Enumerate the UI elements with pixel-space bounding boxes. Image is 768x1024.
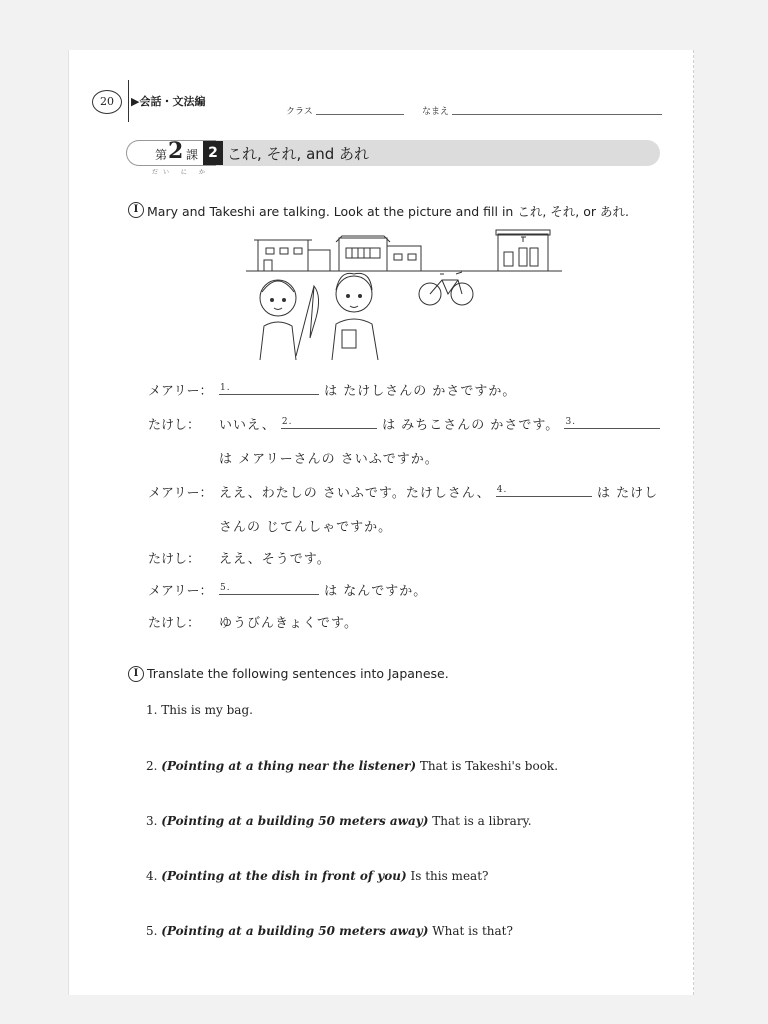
speaker-takeshi: たけし：	[148, 616, 201, 631]
class-label: クラス	[286, 107, 313, 117]
dialogue-line-7: 5. は なんですか。	[220, 583, 428, 599]
dialogue-line-3: は メアリーさんの さいふですか。	[219, 452, 439, 467]
lesson-number: 2	[168, 138, 184, 164]
lesson-ka: 課	[186, 148, 199, 162]
blank-5[interactable]: 5.	[219, 582, 319, 595]
dialogue-line-1: 1. は たけしさんの かさですか。	[220, 383, 517, 399]
speaker-takeshi: たけし：	[148, 418, 201, 433]
scene-illustration	[236, 226, 566, 366]
page-number: 20	[92, 90, 122, 114]
speaker-mary: メアリー：	[148, 486, 213, 501]
dialogue-line-8: ゆうびんきょくです。	[219, 616, 358, 631]
blank-4[interactable]: 4.	[496, 484, 592, 497]
section-label: ▶会話・文法編	[131, 95, 206, 108]
takeshi-figure	[332, 273, 378, 360]
exercise-2-marker: I	[128, 666, 144, 682]
blank-1[interactable]: 1.	[219, 382, 319, 395]
class-field[interactable]	[316, 114, 404, 115]
houses	[254, 236, 421, 271]
header-divider	[128, 80, 129, 122]
translate-item-5: 5. (Pointing at a building 50 meters away) What is that?	[146, 924, 513, 938]
speaker-mary: メアリー：	[148, 584, 213, 599]
translate-item-1: 1. This is my bag.	[146, 703, 253, 717]
speaker-takeshi: たけし：	[148, 552, 201, 567]
post-office	[496, 230, 550, 271]
name-label: なまえ	[422, 107, 450, 117]
lesson-dai: 第	[155, 148, 168, 162]
translate-item-3: 3. (Pointing at a building 50 meters away) That is a library.	[146, 814, 532, 828]
blank-2[interactable]: 2.	[281, 416, 377, 429]
translate-item-2: 2. (Pointing at a thing near the listener) That is Takeshi's book.	[146, 759, 559, 773]
blank-3[interactable]: 3.	[564, 416, 660, 429]
dialogue-line-6: ええ、そうです。	[219, 552, 331, 567]
exercise-1-instruction: Mary and Takeshi are talking. Look at the picture and fill in これ, それ, or あれ.	[147, 204, 629, 219]
translate-item-4: 4. (Pointing at the dish in front of you) Is this meat?	[146, 869, 489, 883]
exercise-1-marker: I	[128, 202, 144, 218]
part-number: 2	[203, 141, 223, 165]
woman-figure	[260, 280, 319, 360]
furigana: だい に か	[152, 169, 210, 176]
dialogue-line-4: ええ、わたしの さいふです。たけしさん、 4. は たけし	[219, 485, 659, 501]
lesson-title: これ, それ, and あれ	[227, 145, 370, 163]
bicycle	[419, 272, 473, 305]
name-field[interactable]	[452, 114, 662, 115]
dialogue-line-5: さんの じてんしゃですか。	[219, 520, 393, 535]
exercise-2-instruction: Translate the following sentences into Japanese.	[147, 666, 449, 681]
speaker-mary: メアリー：	[148, 384, 213, 399]
dialogue-line-2: いいえ、 2. は みちこさんの かさです。 3.	[219, 414, 660, 433]
